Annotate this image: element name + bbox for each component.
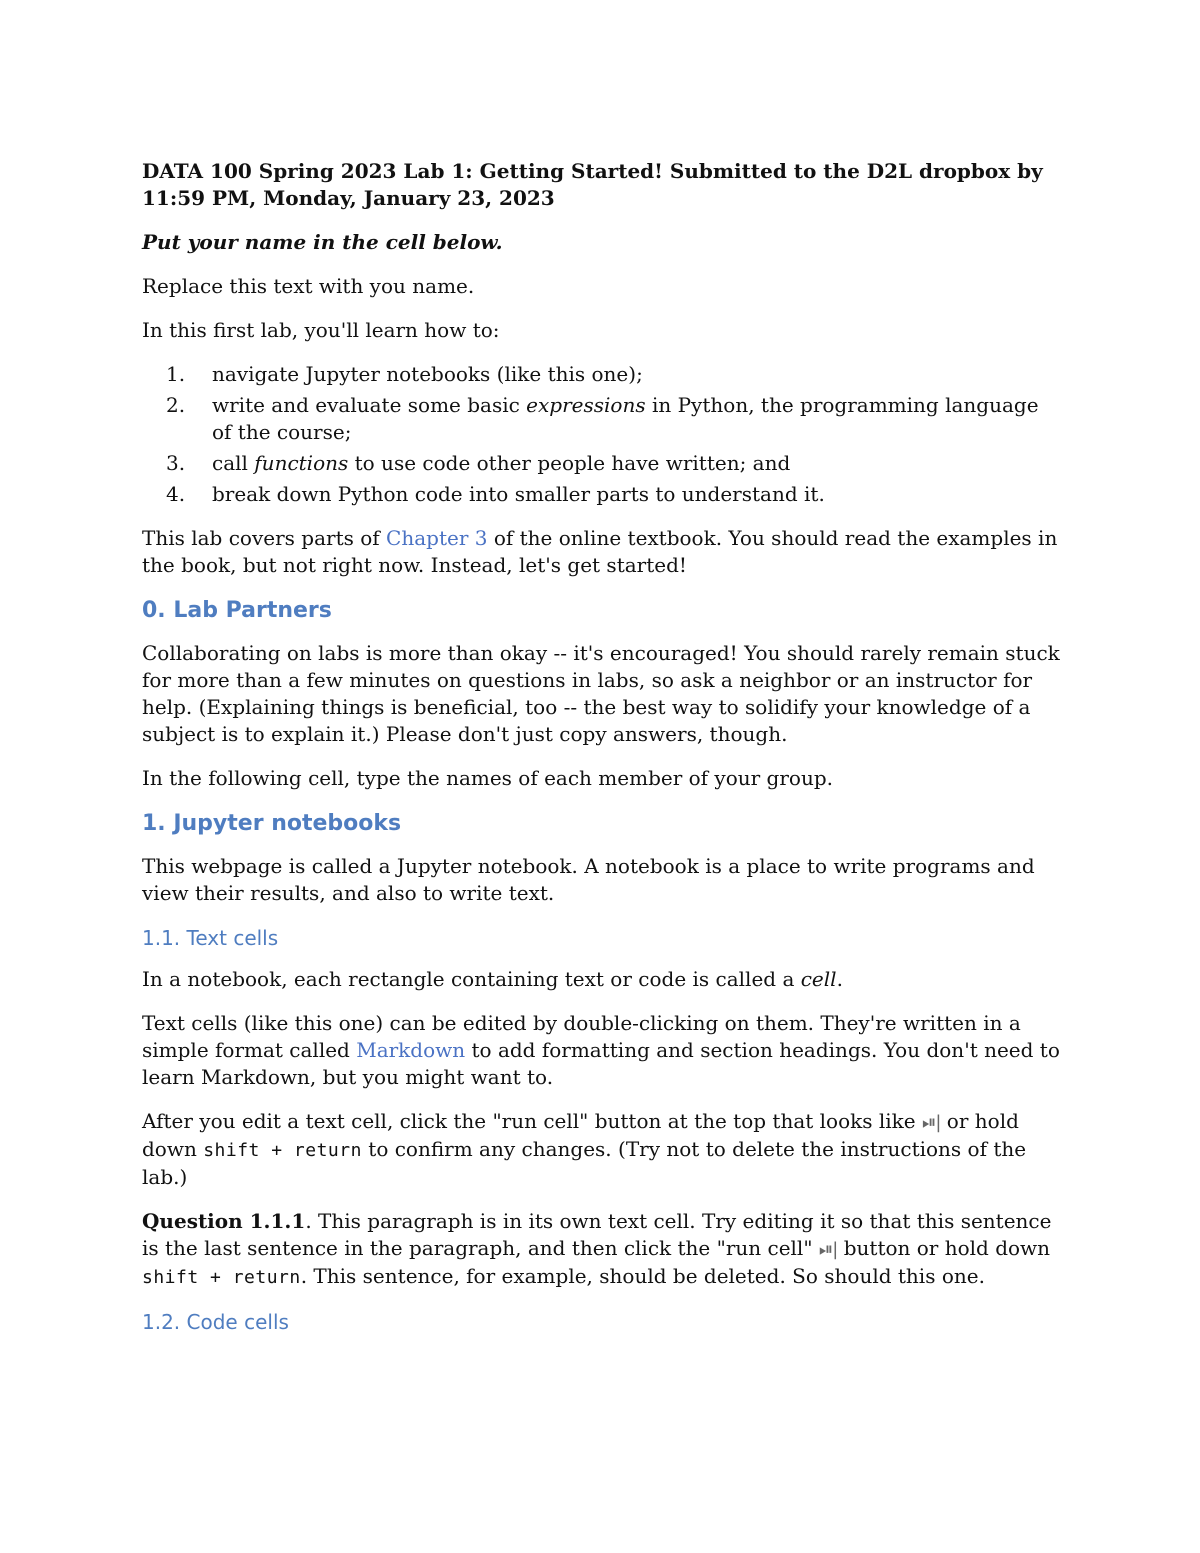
list-item [142,450,1062,477]
shift-return-code: shift + return [203,1140,362,1161]
covers-text: of the online textbook. You should read the examples in the book, but not right now. Instead, let's get started! [142,526,1058,577]
subsection-heading-text-cells: 1.1. Text cells [142,926,279,950]
lab-title: DATA 100 Spring 2023 Lab 1: Getting Started! Submitted to the D2L dropbox by 11:59 PM, Monday, January 23, 2023 [142,159,1043,210]
covers-text: This lab covers parts of [142,526,387,550]
section-heading-lab-partners: 0. Lab Partners [142,598,332,623]
list-number: 1. [166,362,186,386]
goal-text: in Python, the programming language of the course; [212,393,1039,444]
cell-text: In a notebook, each rectangle containing text or code is called a [142,967,801,991]
cell-emphasis: cell [800,967,837,991]
list-item [142,361,1062,388]
list-number: 3. [166,451,186,475]
list-number: 2. [166,393,186,417]
list-item [142,481,1062,508]
name-instruction: Put your name in the cell below. [142,230,503,254]
goal-text: to use code other people have written; and [348,451,791,475]
run-cell-text: or hold down [142,1109,1019,1161]
question-label: Question 1.1.1 [142,1209,306,1233]
goal-text: write and evaluate some basic [212,393,527,417]
run-cell-icon: ⏯| [921,1112,941,1133]
run-cell-paragraph [142,1108,1062,1191]
goal-text: navigate Jupyter notebooks (like this one); [212,362,643,386]
text-cells-text: Text cells (like this one) can be edited by double-clicking on them. They're written in a simple format called [142,1011,1021,1062]
text-cells-text: to add formatting and section headings. You don't need to learn Markdown, but you might want to. [142,1038,1060,1089]
shift-return-code: shift + return [142,1267,301,1288]
cell-definition [142,966,1062,993]
collaboration-paragraph: Collaborating on labs is more than okay -- it's encouraged! You should rarely remain stuck for more than a few minutes on questions in labs, so ask a neighbor or an instructor for help. (Explaining things is beneficial, too -- the best way to solidify your knowledge of a subject is to explain it.) Please don't just copy answers, though. [142,641,1060,746]
notebook-description: This webpage is called a Jupyter notebook. A notebook is a place to write programs and view their results, and also to write text. [142,854,1035,905]
section-heading-jupyter-notebooks: 1. Jupyter notebooks [142,811,402,836]
question-text: button or hold down [837,1236,1051,1260]
cell-text: . [836,967,843,991]
markdown-link[interactable]: Markdown [356,1038,466,1062]
question-text: . This sentence, for example, should be deleted. So should this one. [300,1264,985,1288]
goal-emphasis: expressions [526,393,646,417]
list-number: 4. [166,482,186,506]
run-cell-text: to confirm any changes. (Try not to delete the instructions of the lab.) [142,1137,1027,1189]
question-text: . This paragraph is in its own text cell. Try editing it so that this sentence is the last sentence in the paragraph, and then click the "run cell" [142,1209,1052,1260]
covers-paragraph [142,525,1062,579]
intro-text: In this first lab, you'll learn how to: [142,318,500,342]
document-page [142,158,1062,1350]
subsection-heading-code-cells: 1.2. Code cells [142,1310,289,1334]
group-names-instruction: In the following cell, type the names of each member of your group. [142,766,834,790]
goal-emphasis: functions [254,451,349,475]
chapter-3-link[interactable]: Chapter 3 [386,526,488,550]
goal-text: break down Python code into smaller parts to understand it. [212,482,825,506]
text-cells-paragraph [142,1010,1062,1091]
lab-goals-list [142,361,1062,508]
run-cell-text: After you edit a text cell, click the "run cell" button at the top that looks like [142,1109,922,1133]
goal-text: call [212,451,255,475]
run-cell-icon: ⏯| [818,1239,838,1260]
question-1-1-1[interactable] [142,1208,1062,1291]
list-item [142,392,1062,446]
name-placeholder[interactable]: Replace this text with you name. [142,274,475,298]
